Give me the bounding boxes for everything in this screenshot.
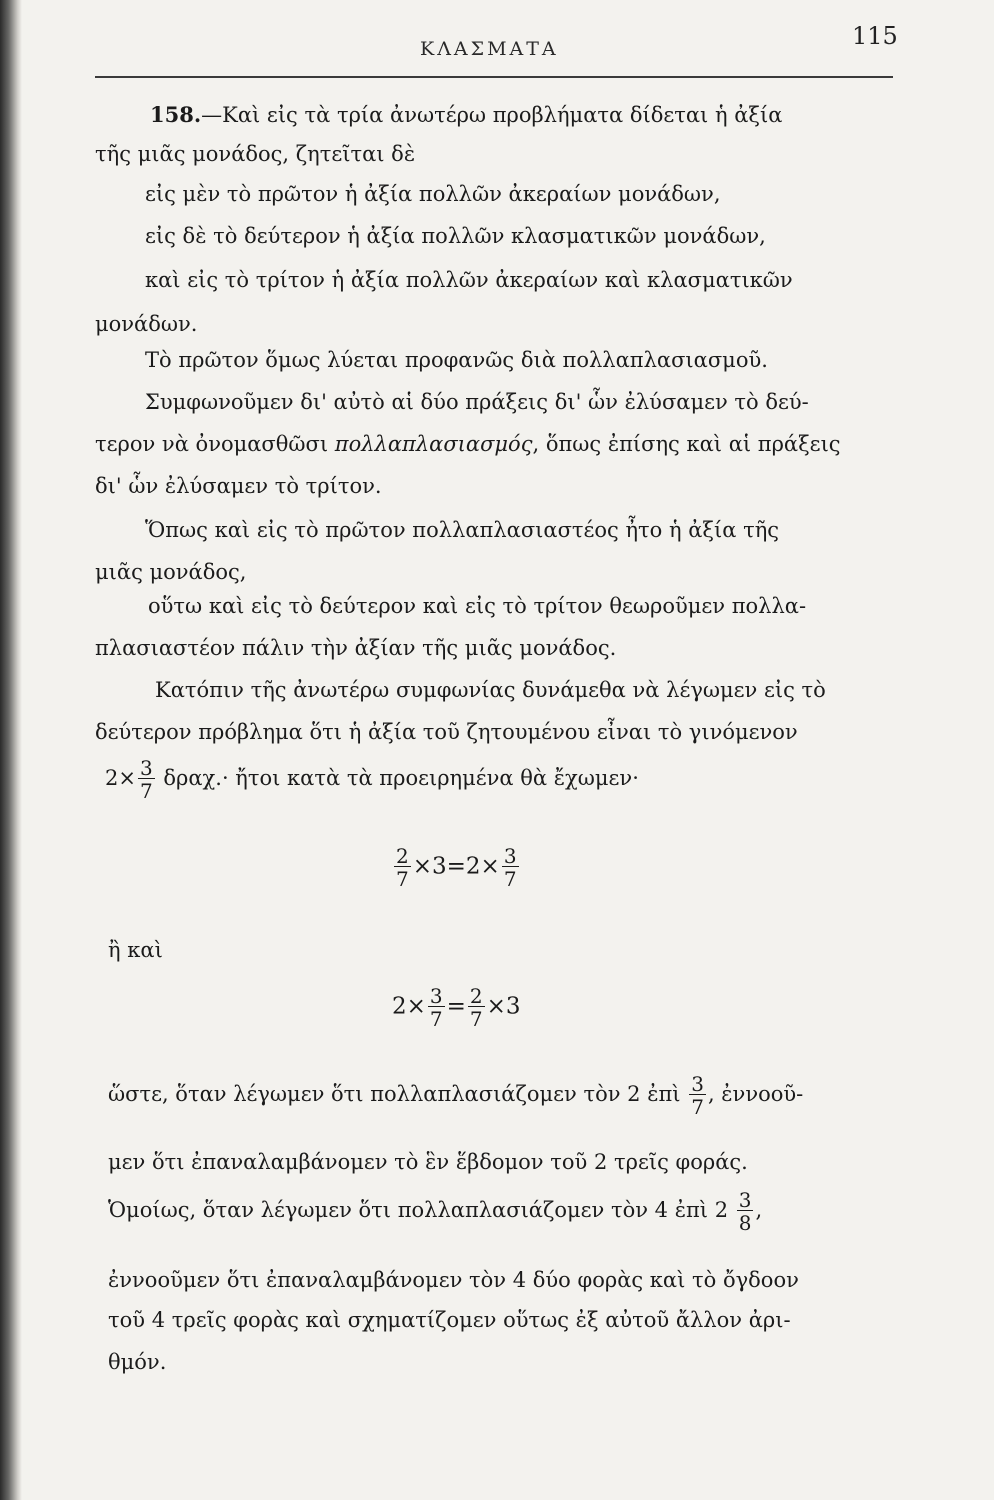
text-line-12: μιᾶς μονάδος, <box>95 560 247 584</box>
term-multiplication: πολλαπλασιασμός <box>334 432 533 456</box>
text-line-14: πλασιαστέον πάλιν τὴν ἀξίαν τῆς μιᾶς μονάδος. <box>95 636 617 660</box>
text-line-9-c: , ὅπως ἐπίσης καὶ αἱ πράξεις <box>532 432 841 456</box>
text-line-21-b: , <box>755 1198 763 1222</box>
text-line-22: ἐννοοῦμεν ὅτι ἐπαναλαμβάνομεν τὸν 4 δύο φορὰς καὶ τὸ ὄγδοον <box>108 1268 799 1292</box>
text-line-3: εἰς μὲν τὸ πρῶτον ἡ ἀξία πολλῶν ἀκεραίων μονάδων, <box>145 182 721 206</box>
fraction-numerator: 3 <box>738 1188 752 1212</box>
book-binding-edge <box>0 0 22 1500</box>
text-line-9-a: τερον νὰ ὀνομασθῶσι <box>95 432 335 456</box>
text-line-11: Ὅπως καὶ εἰς τὸ πρῶτον πολλαπλασιαστέος ἦτο ἡ ἀξία τῆς <box>145 518 780 542</box>
text-line-19-a: ὥστε, ὅταν λέγωμεν ὅτι πολλαπλασιάζομεν τὸν 2 ἐπὶ <box>108 1082 688 1106</box>
equation-2 <box>392 986 521 1029</box>
section-number: 158. <box>150 102 202 127</box>
text-line-13: οὕτω καὶ εἰς τὸ δεύτερον καὶ εἰς τὸ τρίτον θεωροῦμεν πολλα- <box>148 594 807 618</box>
eq1-f1-numerator: 2 <box>396 844 409 868</box>
eq1-fraction-1 <box>394 846 411 889</box>
text-line-5: καὶ εἰς τὸ τρίτον ἡ ἀξία πολλῶν ἀκεραίων καὶ κλασματικῶν <box>145 268 793 292</box>
text-line-17-pre: 2× <box>105 766 136 790</box>
text-line-7: Τὸ πρῶτον ὅμως λύεται προφανῶς διὰ πολλαπλασιασμοῦ. <box>145 348 768 372</box>
eq2-fraction-2 <box>468 986 485 1029</box>
text-line-6: μονάδων. <box>95 312 198 336</box>
header-rule <box>95 76 893 78</box>
eq2-fraction-1 <box>428 986 445 1029</box>
text-line-24: θμόν. <box>108 1350 167 1374</box>
fraction-denominator: 8 <box>738 1211 752 1235</box>
text-line-17-post: δραχ.· ἤτοι κατὰ τὰ προειρημένα θὰ ἔχωμεν· <box>156 766 639 790</box>
text-line-20: μεν ὅτι ἐπαναλαμβάνομεν τὸ ἓν ἕβδομον τοῦ 2 τρεῖς φοράς. <box>108 1150 748 1174</box>
text-line-21-a: Ὁμοίως, ὅταν λέγωμεν ὅτι πολλαπλασιάζομεν τὸν 4 ἐπὶ 2 <box>108 1198 735 1222</box>
text-line-2: τῆς μιᾶς μονάδος, ζητεῖται δὲ <box>95 142 416 166</box>
text-line-1-body: —Καὶ εἰς τὰ τρία ἀνωτέρω προβλήματα δίδεται ἡ ἀξία <box>201 103 783 127</box>
eq2-f1-denominator: 7 <box>429 1007 443 1031</box>
eq2-f2-denominator: 7 <box>469 1007 483 1031</box>
text-line-21 <box>108 1190 762 1233</box>
eq2-f1-numerator: 3 <box>429 984 443 1008</box>
running-head: ΚΛΑΣΜΑΤΑ <box>420 38 559 60</box>
text-line-23: τοῦ 4 τρεῖς φορὰς καὶ σχηματίζομεν οὕτως ἐξ αὐτοῦ ἄλλον ἀρι- <box>108 1308 791 1332</box>
text-line-19-b: , ἐννοοῦ- <box>707 1082 804 1106</box>
text-line-15: Κατόπιν τῆς ἀνωτέρω συμφωνίας δυνάμεθα νὰ λέγωμεν εἰς τὸ <box>155 678 826 702</box>
fraction-numerator: 3 <box>139 756 153 780</box>
text-line-18: ἢ καὶ <box>108 938 163 962</box>
eq1-f2-denominator: 7 <box>503 867 517 891</box>
text-line-1 <box>150 104 782 126</box>
text-line-10: δι' ὧν ἐλύσαμεν τὸ τρίτον. <box>95 474 382 498</box>
text-line-8: Συμφωνοῦμεν δι' αὐτὸ αἱ δύο πράξεις δι' ὧν ἐλύσαμεν τὸ δεύ- <box>145 390 809 414</box>
text-line-16: δεύτερον πρόβλημα ὅτι ἡ ἀξία τοῦ ζητουμένου εἶναι τὸ γινόμενον <box>95 720 798 744</box>
eq1-f2-numerator: 3 <box>503 844 517 868</box>
page-number: 115 <box>852 22 898 50</box>
fraction-denominator: 7 <box>691 1095 704 1119</box>
fraction-3-7-b <box>689 1074 706 1117</box>
eq2-equals: = <box>446 993 466 1020</box>
eq1-f1-denominator: 7 <box>396 867 409 891</box>
fraction-3-8 <box>737 1190 754 1233</box>
eq2-post: ×3 <box>486 993 521 1020</box>
fraction-numerator: 3 <box>691 1072 704 1096</box>
fraction-denominator: 7 <box>139 779 153 803</box>
eq2-pre: 2× <box>392 993 426 1020</box>
fraction-3-7 <box>138 758 155 801</box>
equation-1 <box>392 846 521 889</box>
text-line-4: εἰς δὲ τὸ δεύτερον ἡ ἀξία πολλῶν κλασματικῶν μονάδων, <box>145 224 766 248</box>
text-line-17 <box>105 758 639 801</box>
eq2-f2-numerator: 2 <box>469 984 483 1008</box>
text-line-19 <box>108 1074 803 1117</box>
eq1-middle: ×3=2× <box>412 853 500 880</box>
eq1-fraction-2 <box>502 846 519 889</box>
text-line-9 <box>95 434 841 455</box>
